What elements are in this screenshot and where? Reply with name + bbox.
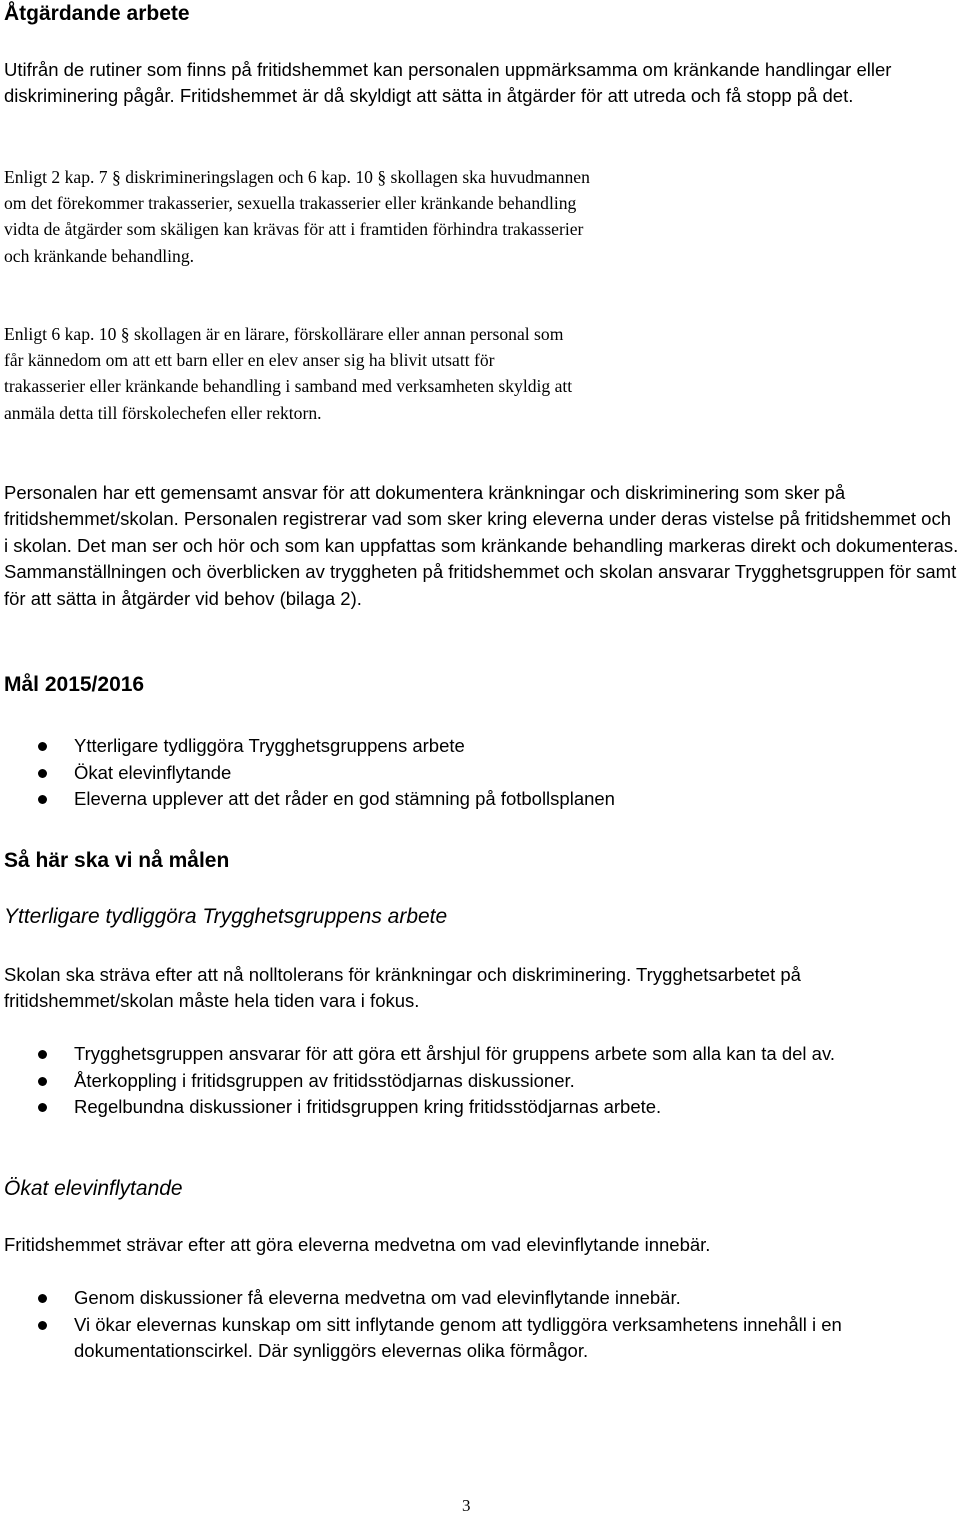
paragraph-law-discrimination: Enligt 2 kap. 7 § diskrimineringslagen och 6 kap. 10 § skollagen ska huvudmannen om det förekommer trakasserier, sexuella trakasserier eller kränkande behandling vidta de åtgärder som skäligen kan krävas för att i framtiden förhindra trakasserier och kränkande behandling. xyxy=(4,167,590,266)
list-item: Regelbundna diskussioner i fritidsgruppen kring fritidsstödjarnas arbete. xyxy=(0,1094,910,1121)
list-item: Genom diskussioner få eleverna medvetna om vad elevinflytande innebär. xyxy=(0,1285,910,1312)
subheading-elevinflytande: Ökat elevinflytande xyxy=(4,1177,183,1200)
heading-mal: Mål 2015/2016 xyxy=(4,673,145,696)
paragraph-law-skollagen: Enligt 6 kap. 10 § skollagen är en lärare, förskollärare eller annan personal som får kännedom om att ett barn eller en elev anser sig ha blivit utsatt för trakasserier eller kränkande behandling i samband med verksamheten skyldig att anmäla detta till förskolechefen eller rektorn. xyxy=(4,324,573,423)
list-item: Ökat elevinflytande xyxy=(0,760,900,787)
bullet-icon xyxy=(38,1294,47,1303)
list-item: Trygghetsgruppen ansvarar för att göra ett årshjul för gruppens arbete som alla kan ta del av. xyxy=(0,1041,910,1068)
elevinflytande-list xyxy=(0,1285,910,1365)
list-item: Vi ökar elevernas kunskap om sitt inflytande genom att tydliggöra verksamhetens innehåll i en dokumentationscirkel. Där synliggörs elevernas olika förmågor. xyxy=(0,1312,910,1365)
mal-list xyxy=(0,733,900,813)
paragraph-personalen: Personalen har ett gemensamt ansvar för att dokumentera kränkningar och diskriminering som sker på fritidshemmet/skolan. Personalen registrerar vad som sker kring eleverna under deras vistelse på fritidshemmet och i skolan. Det man ser och hör och som kan uppfattas som kränkande behandling markeras direkt och dokumenteras. Sammanställningen och överblicken av tryggheten på fritidshemmet och skolan ansvarar Trygghetsgruppen för samt för att sätta in åtgärder vid behov (bilaga 2). xyxy=(4,482,959,609)
paragraph-fritidshemmet: Fritidshemmet strävar efter att göra eleverna medvetna om vad elevinflytande innebär. xyxy=(4,1234,711,1255)
paragraph-skolan: Skolan ska sträva efter att nå nolltolerans för kränkningar och diskriminering. Trygghetsarbetet på fritidshemmet/skolan måste hela tiden vara i fokus. xyxy=(4,964,801,1012)
list-item: Återkoppling i fritidsgruppen av fritidsstödjarnas diskussioner. xyxy=(0,1068,910,1095)
heading-atgardande-arbete: Åtgärdande arbete xyxy=(4,2,190,25)
bullet-icon xyxy=(38,1321,47,1330)
page-number: 3 xyxy=(462,1496,471,1515)
bullet-icon xyxy=(38,795,47,804)
bullet-icon xyxy=(38,1103,47,1112)
subheading-trygghetsgruppen: Ytterligare tydliggöra Trygghetsgruppens arbete xyxy=(4,905,448,928)
list-item: Eleverna upplever att det råder en god stämning på fotbollsplanen xyxy=(0,786,900,813)
bullet-icon xyxy=(38,1050,47,1059)
bullet-icon xyxy=(38,742,47,751)
paragraph-intro: Utifrån de rutiner som finns på fritidshemmet kan personalen uppmärksamma om kränkande handlingar eller diskriminering pågår. Fritidshemmet är då skyldigt att sätta in åtgärder för att utreda och få stopp på det. xyxy=(4,59,892,107)
heading-sa-har: Så här ska vi nå målen xyxy=(4,849,230,872)
list-item: Ytterligare tydliggöra Trygghetsgruppens arbete xyxy=(0,733,900,760)
bullet-icon xyxy=(38,769,47,778)
bullet-icon xyxy=(38,1077,47,1086)
trygghet-list xyxy=(0,1041,910,1121)
